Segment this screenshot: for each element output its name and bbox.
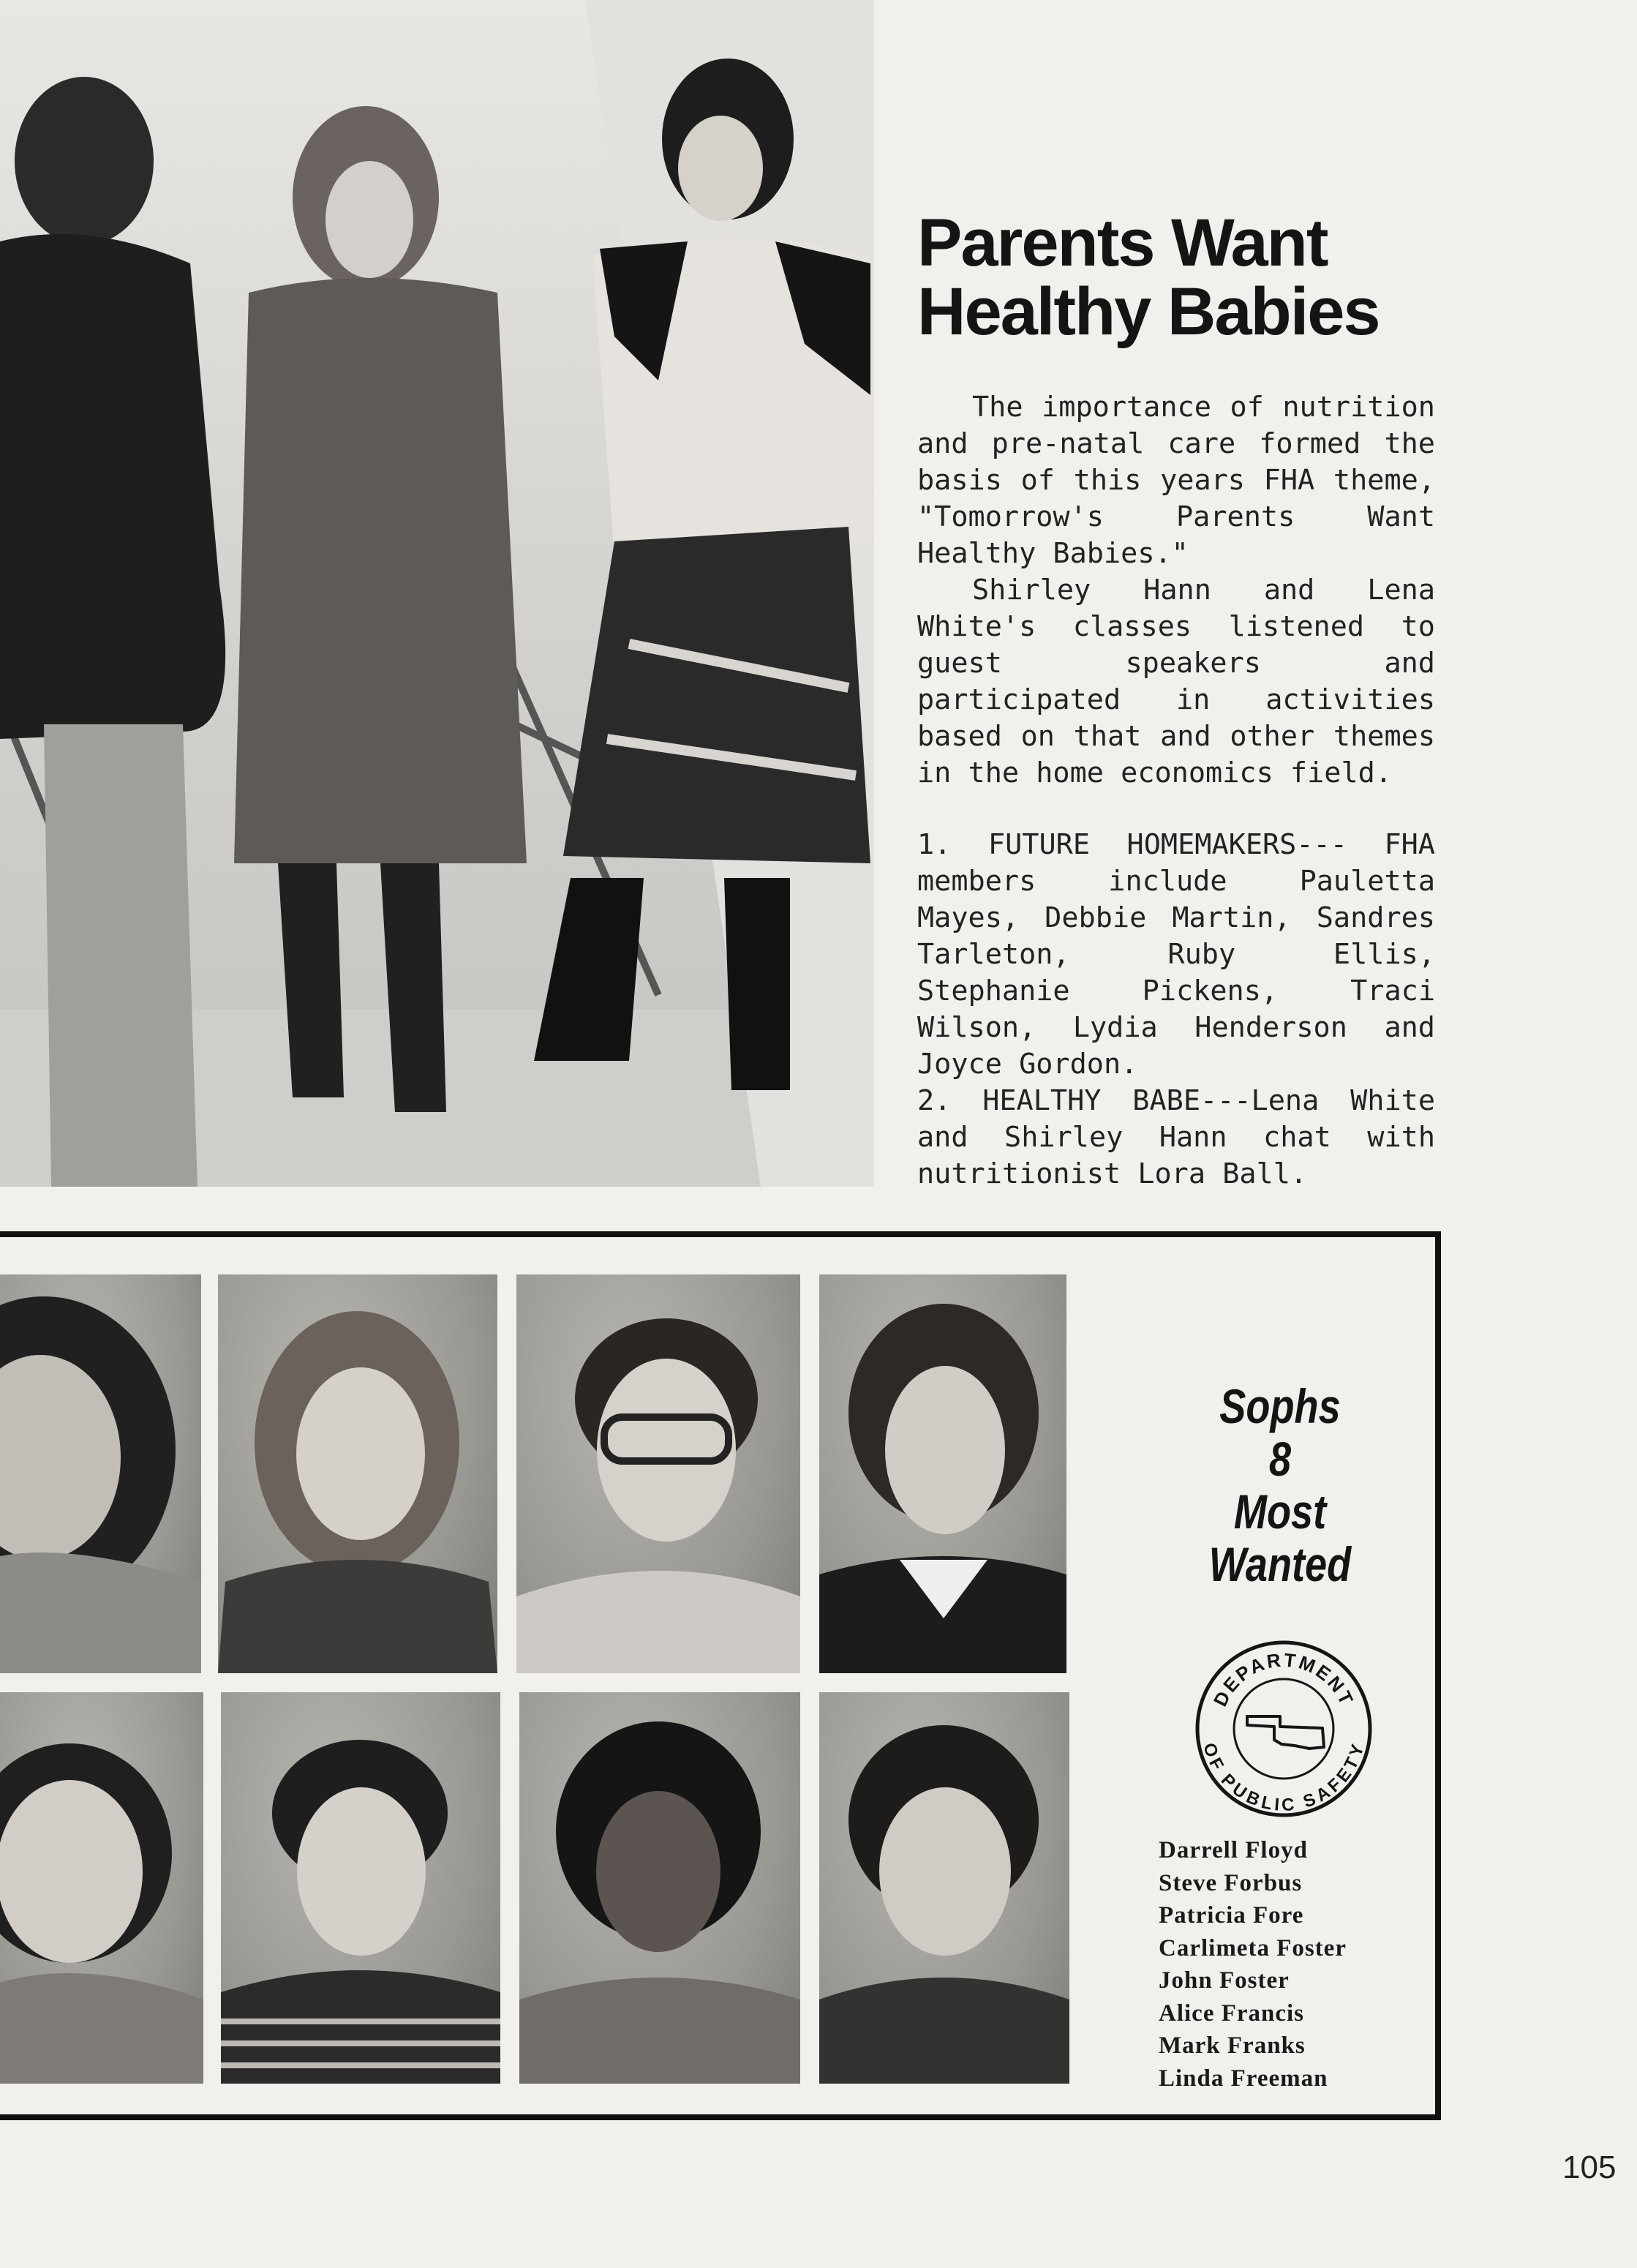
headline-line-2: Healthy Babies	[917, 274, 1380, 349]
most-wanted-title	[1184, 1380, 1376, 1591]
title-line-4: Wanted	[1208, 1537, 1352, 1591]
article-headline	[917, 206, 1473, 349]
title-line-1: Sophs	[1219, 1379, 1341, 1433]
seal-top-text: DEPARTMENT	[1208, 1648, 1359, 1711]
caption-1: 1. FUTURE HOMEMAKERS--- FHA members include Pauletta Mayes, Debbie Martin, Sandres Tarleton, Ruby Ellis, Stephanie Pickens, Traci Wilson, Lydia Henderson and Joyce Gordon.	[917, 828, 1435, 1081]
student-portrait	[218, 1274, 497, 1673]
student-name: Darrell Floyd	[1159, 1837, 1308, 1863]
student-portrait	[819, 1692, 1069, 2084]
student-name: Patricia Fore	[1159, 1902, 1304, 1929]
student-name: Linda Freeman	[1159, 2065, 1328, 2092]
student-portrait	[516, 1274, 800, 1673]
student-portrait	[0, 1274, 201, 1673]
student-portrait	[519, 1692, 800, 2084]
student-name: John Foster	[1159, 1967, 1290, 1994]
article-paragraph: The importance of nutrition and pre-natal care formed the basis of this years FHA theme, "Tomorrow's Parents Want Healthy Babies."	[917, 391, 1435, 570]
student-portrait	[0, 1692, 203, 2084]
student-name: Mark Franks	[1159, 2032, 1306, 2059]
student-portrait	[221, 1692, 500, 2084]
student-name: Steve Forbus	[1159, 1869, 1303, 1896]
oklahoma-state-outline-icon	[1247, 1716, 1324, 1749]
headline-line-1: Parents Want	[917, 206, 1328, 280]
seal-bottom-text: OF PUBLIC SAFETY	[1199, 1741, 1369, 1816]
article-paragraph: Shirley Hann and Lena White's classes listened to guest speakers and participated in activities based on that and other themes in the home economics field.	[917, 574, 1435, 789]
photo-captions	[917, 827, 1435, 1193]
student-name: Alice Francis	[1159, 1999, 1305, 2027]
student-portrait	[819, 1274, 1066, 1673]
title-line-3: Most	[1233, 1484, 1327, 1539]
page-number: 105	[1562, 2149, 1617, 2185]
article-body	[917, 389, 1435, 792]
student-name: Carlimeta Foster	[1159, 1934, 1347, 1961]
public-safety-seal	[1192, 1637, 1375, 1820]
most-wanted-names	[1159, 1834, 1347, 2095]
title-line-2: 8	[1268, 1432, 1292, 1486]
caption-2: 2. HEALTHY BABE---Lena White and Shirley Hann chat with nutritionist Lora Ball.	[917, 1084, 1435, 1190]
fha-group-photo	[0, 0, 874, 1187]
